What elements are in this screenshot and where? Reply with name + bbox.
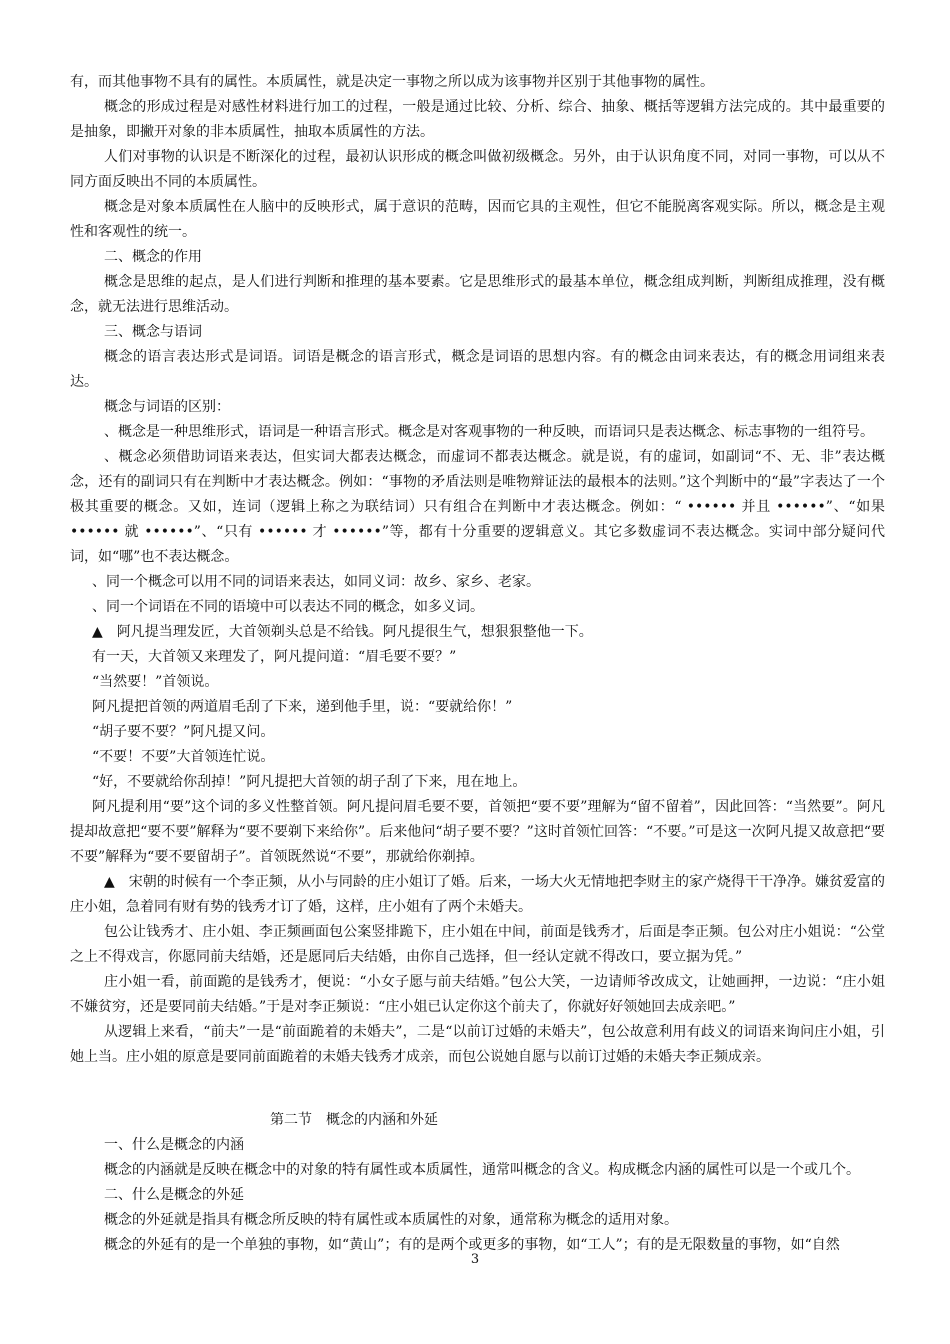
paragraph-primary-concept: 人们对事物的认识是不断深化的过程，最初认识形成的概念叫做初级概念。另外，由于认识角度不同，对同一事物，可以从不同方面反映出不同的本质属性。 [70, 149, 885, 190]
paragraph-concept-formation: 概念的形成过程是对感性材料进行加工的过程，一般是通过比较、分析、综合、抽象、概括等逻辑方法完成的。其中最重要的是抽象，即撇开对象的非本质属性，抽取本质属性的方法。 [70, 99, 885, 140]
page-content [70, 70, 885, 1258]
paragraph-extension-types: 概念的外延有的是一个单独的事物，如“黄山”；有的是两个或更多的事物，如“工人”；有的是无限数量的事物，如“自然 [104, 1237, 840, 1253]
example-afanti-line: “胡子要不要？”阿凡提又问。 [92, 724, 275, 740]
paragraph-subjective-objective: 概念是对象本质属性在人脑中的反映形式，属于意识的范畴，因而它具的主观性，但它不能脱离客观实际。所以，概念是主观性和客观性的统一。 [70, 199, 885, 240]
heading-concept-function: 二、概念的作用 [104, 249, 202, 265]
example-baogong-line: 包公让钱秀才、庄小姐、李正频画面包公案竖排跪下，庄小姐在中间，前面是钱秀才，后面是李正频。包公对庄小姐说：“公堂之上不得戏言，你愿同前夫结婚，还是愿同后夫结婚，由你自己选择，但一经认定就不得改口，要立据为凭。” [70, 924, 885, 965]
paragraph-concept-function: 概念是思维的起点，是人们进行判断和推理的基本要素。它是思维形式的最基本单位，概念组成判断，判断组成推理，没有概念，就无法进行思维活动。 [70, 274, 885, 315]
heading-concept-and-words: 三、概念与语词 [104, 324, 202, 340]
section-title: 第二节 概念的内涵和外延 [270, 1112, 438, 1128]
example-baogong-analysis: 从逻辑上来看，“前夫”一是“前面跪着的未婚夫”，二是“以前订过婚的未婚夫”，包公故意利用有歧义的词语来询问庄小姐，引她上当。庄小姐的原意是要同前面跪着的未婚夫钱秀才成亲，而包公说她自愿与以前订过婚的未婚夫李正频成亲。 [70, 1024, 885, 1065]
list-item-difference-4: 、同一个词语在不同的语境中可以表达不同的概念，如多义词。 [92, 599, 484, 615]
example-afanti-line: 阿凡提把首领的两道眉毛刮了下来，递到他手里，说：“要就给你！” [92, 699, 513, 715]
heading-intension: 一、什么是概念的内涵 [104, 1137, 244, 1153]
paragraph-extension: 概念的外延就是指具有概念所反映的特有属性或本质属性的对象，通常称为概念的适用对象。 [104, 1212, 678, 1228]
list-item-difference-2: 、概念必须借助词语来表达，但实词大都表达概念，而虚词不都表达概念。就是说，有的虚词，如副词“不、无、非”表达概念，还有的副词只有在判断中才表达概念。例如：“事物的矛盾法则是唯物辩证法的最根本的法则。”这个判断中的“最”字表达了一个极其重要的概念。又如，连词（逻辑上称之为联结词）只有组合在判断中才表达概念。例如：“ •••••• 并且 ••••••”、“如果 •••••• 就 ••••••”、“只有 •••••• 才 ••••••”等，都有十分重要的逻辑意义。其它多数虚词不表达概念。实词中部分疑问代词，如“哪”也不表达概念。 [70, 449, 885, 565]
paragraph-essential-attribute: 有，而其他事物不具有的属性。本质属性，就是决定一事物之所以成为该事物并区别于其他事物的属性。 [70, 74, 714, 90]
list-item-difference-1: 、概念是一种思维形式，语词是一种语言形式。概念是对客观事物的一种反映，而语词只是表达概念、标志事物的一组符号。 [104, 424, 874, 440]
example-afanti-intro: ▲ 阿凡提当理发匠，大首领剃头总是不给钱。阿凡提很生气，想狠狠整他一下。 [92, 624, 593, 640]
example-afanti-line: “当然要！”首领说。 [92, 674, 219, 690]
example-afanti-analysis: 阿凡提利用“要”这个词的多义性整首领。阿凡提问眉毛要不要，首领把“要不要”理解为“留不留着”，因此回答：“当然要”。阿凡提却故意把“要不要”解释为“要不要剃下来给你”。后来他问“胡子要不要？”这时首领忙回答：“不要。”可是这一次阿凡提又故意把“要不要”解释为“要不要留胡子”。首领既然说“不要”，那就给你剃掉。 [70, 799, 885, 865]
heading-extension: 二、什么是概念的外延 [104, 1187, 244, 1203]
page-number: 3 [470, 1252, 480, 1267]
example-baogong-intro: ▲ 宋朝的时候有一个李正频，从小与同龄的庄小姐订了婚。后来，一场大火无情地把李财主的家产烧得干干净净。嫌贫爱富的庄小姐，急着同有财有势的钱秀才订了婚，这样，庄小姐有了两个未婚夫。 [70, 874, 885, 915]
paragraph-intension: 概念的内涵就是反映在概念中的对象的特有属性或本质属性，通常叫概念的含义。构成概念内涵的属性可以是一个或几个。 [104, 1162, 860, 1178]
paragraph-differences-intro: 概念与词语的区别： [104, 399, 230, 415]
example-afanti-line: 有一天，大首领又来理发了，阿凡提问道：“眉毛要不要？” [92, 649, 457, 665]
list-item-difference-3: 、同一个概念可以用不同的词语来表达，如同义词：故乡、家乡、老家。 [92, 574, 540, 590]
example-afanti-line: “不要！不要”大首领连忙说。 [92, 749, 275, 765]
example-baogong-line: 庄小姐一看，前面跪的是钱秀才，便说：“小女子愿与前夫结婚。”包公大笑，一边请师爷改成文，让她画押，一边说：“庄小姐不嫌贫穷，还是要同前夫结婚。”于是对李正频说：“庄小姐已认定你这个前夫了，你就好好领她回去成亲吧。” [70, 974, 885, 1015]
section-spacer [70, 1070, 885, 1108]
paragraph-language-form: 概念的语言表达形式是词语。词语是概念的语言形式，概念是词语的思想内容。有的概念由词来表达，有的概念用词组来表达。 [70, 349, 885, 390]
example-afanti-line: “好，不要就给你刮掉！”阿凡提把大首领的胡子刮了下来，甩在地上。 [92, 774, 527, 790]
